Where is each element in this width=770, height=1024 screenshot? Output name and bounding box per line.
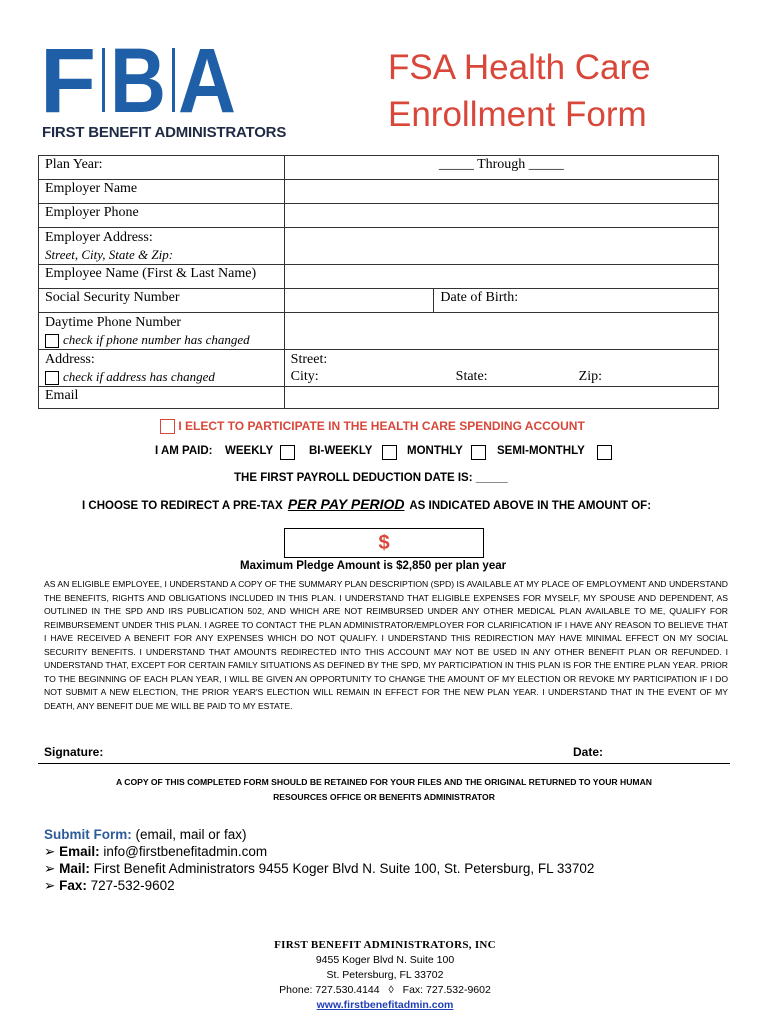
state-label: State:: [455, 369, 488, 385]
semimonthly-checkbox[interactable]: [597, 445, 612, 460]
enrollment-form-table: [38, 155, 719, 409]
redirect-pre: I CHOOSE TO REDIRECT A PRE-TAX: [82, 500, 283, 512]
employee-name-field[interactable]: [284, 265, 718, 289]
arrow-bullet-icon: ➢: [44, 844, 56, 859]
redirect-post: AS INDICATED ABOVE IN THE AMOUNT OF:: [409, 500, 652, 512]
address-title: Address:: [45, 352, 95, 368]
footer-contact: [0, 983, 770, 998]
weekly-label: WEEKLY: [225, 445, 274, 457]
logo-subtitle: FIRST BENEFIT ADMINISTRATORS: [42, 124, 287, 141]
semimonthly-label: SEMI-MONTHLY: [497, 445, 585, 457]
submit-heading: Submit Form:: [44, 827, 132, 842]
redirect-statement: [82, 496, 651, 512]
monthly-label: MONTHLY: [407, 445, 463, 457]
employer-address-field[interactable]: [284, 228, 718, 265]
diamond-icon: ◊: [388, 984, 394, 996]
employee-name-label: Employee Name (First & Last Name): [39, 265, 285, 289]
fba-logo: [40, 40, 240, 120]
dob-field[interactable]: Date of Birth:: [434, 289, 719, 313]
signature-line[interactable]: [38, 763, 730, 764]
retain-notice-line2: RESOURCES OFFICE OR BENEFITS ADMINISTRATOR: [273, 792, 495, 802]
submit-email-label: Email:: [59, 844, 100, 859]
max-pledge-note: Maximum Pledge Amount is $2,850 per plan year: [240, 560, 507, 572]
biweekly-label: BI-WEEKLY: [309, 445, 373, 457]
footer-phone: Phone: 727.530.4144: [279, 984, 380, 996]
retain-notice: [38, 775, 730, 805]
employer-phone-label: Employer Phone: [39, 204, 285, 228]
phone-changed-checkbox[interactable]: [45, 334, 59, 348]
employer-address-label: [39, 228, 285, 265]
biweekly-checkbox[interactable]: [382, 445, 397, 460]
footer-website-link[interactable]: www.firstbenefitadmin.com: [316, 999, 454, 1011]
ssn-field[interactable]: [284, 289, 434, 313]
logo-letter-a: A: [178, 40, 236, 120]
monthly-checkbox[interactable]: [471, 445, 486, 460]
elect-label: I ELECT TO PARTICIPATE IN THE HEALTH CARE SPENDING ACCOUNT: [178, 419, 585, 433]
submit-email-value[interactable]: info@firstbenefitadmin.com: [103, 844, 268, 859]
ssn-label: Social Security Number: [39, 289, 285, 313]
paid-label: I AM PAID:: [155, 445, 213, 457]
form-title-line2: Enrollment Form: [388, 95, 647, 134]
address-changed-label: check if address has changed: [63, 369, 215, 385]
daytime-phone-field[interactable]: [284, 313, 718, 350]
legal-terms: AS AN ELIGIBLE EMPLOYEE, I UNDERSTAND A COPY OF THE SUMMARY PLAN DESCRIPTION (SPD) IS AVAILABLE AT MY PLACE OF EMPLOYMENT AND UNDERSTAND THE BENEFITS, RIGHTS AND OBLIGATIONS INCLUDED IN THIS PLAN. I UNDERSTAND THAT ELIGIBLE EXPENSES FOR MYSELF, MY SPOUSE AND DEPENDENT, AS OUTLINED IN THE SPD AND IRS PUBLICATION 502, AND WHICH ARE NOT REIMBURSED UNDER ANY OTHER MEDICAL PLAN AVAILABLE TO ME, QUALIFY FOR REIMBURSEMENT UNDER THIS PLAN. I AGREE TO CONTACT THE PLAN ADMINISTRATOR/EMPLOYER FOR CLARIFICATION IF I HAVE ANY REASON TO BELIEVE THAT I HAVE RECEIVED A BENEFIT FOR ANY EXPENSES WHICH DO NOT QUALIFY. I UNDERSTAND THIS REDIRECTION MAY HAVE MINIMAL EFFECT ON MY SOCIAL SECURITY BENEFITS. I UNDERSTAND THAT AMOUNTS REDIRECTED INTO THIS ACCOUNT MAY NOT BE USED IN ANY OTHER BENEFIT PLAN OR REFUNDED. I UNDERSTAND THAT, EXCEPT FOR CERTAIN FAMILY SITUATIONS AS DEFINED BY THE SPD, MY PARTICIPATION IN THIS PLAN IS FOR THE ENTIRE PLAN YEAR. PRIOR TO THE BEGINNING OF EACH PLAN YEAR, I WILL BE GIVEN AN OPPORTUNITY TO CHANGE THE AMOUNT OF MY ELECTION OR REVOKE MY PARTICIPATION IF I DO NOT SUBMIT A NEW ELECTION, THE PRIOR YEAR'S ELECTION WILL REMAIN IN EFFECT FOR THE NEW PLAN YEAR. I UNDERSTAND THAT IN THE EVENT OF MY DEATH, ANY BENEFIT DUE ME WILL BE PAID TO MY ESTATE.: [44, 579, 728, 711]
arrow-bullet-icon: ➢: [44, 878, 56, 893]
daytime-phone-label: [39, 313, 285, 350]
submit-mail-label: Mail:: [59, 861, 90, 876]
street-label: Street:: [290, 352, 328, 368]
redirect-emphasis: PER PAY PERIOD: [287, 496, 405, 512]
amount-field[interactable]: $: [284, 528, 484, 558]
email-field[interactable]: [284, 387, 718, 409]
employer-phone-field[interactable]: [284, 204, 718, 228]
first-deduction-date: THE FIRST PAYROLL DEDUCTION DATE IS: _____: [234, 472, 508, 484]
daytime-phone-title: Daytime Phone Number: [45, 315, 182, 330]
employer-name-field[interactable]: [284, 180, 718, 204]
footer-address1: 9455 Koger Blvd N. Suite 100: [315, 954, 455, 966]
email-label: Email: [39, 387, 285, 409]
zip-label: Zip:: [578, 369, 603, 385]
submit-fax-value: 727-532-9602: [90, 878, 175, 893]
elect-checkbox[interactable]: [160, 419, 175, 434]
weekly-checkbox[interactable]: [280, 445, 295, 460]
plan-year-field[interactable]: _____ Through _____: [284, 156, 718, 180]
retain-notice-line1: A COPY OF THIS COMPLETED FORM SHOULD BE RETAINED FOR YOUR FILES AND THE ORIGINAL RETURNED TO YOUR HUMAN: [115, 777, 653, 787]
arrow-bullet-icon: ➢: [44, 861, 56, 876]
footer-address2: St. Petersburg, FL 33702: [326, 969, 444, 981]
address-field[interactable]: [284, 350, 718, 387]
employer-name-label: Employer Name: [39, 180, 285, 204]
plan-year-label: Plan Year:: [39, 156, 285, 180]
employer-address-hint: Street, City, State & Zip:: [45, 247, 174, 262]
submit-methods: (email, mail or fax): [135, 827, 247, 842]
signature-label: Signature:: [44, 745, 104, 759]
submit-mail-value: First Benefit Administrators 9455 Koger Blvd N. Suite 100, St. Petersburg, FL 33702: [93, 861, 595, 876]
employer-address-title: Employer Address:: [45, 230, 153, 245]
city-label: City:: [290, 369, 319, 385]
footer-company: FIRST BENEFIT ADMINISTRATORS, INC: [274, 939, 496, 951]
submit-instructions: [44, 826, 594, 894]
pay-frequency-row: [155, 445, 625, 463]
address-changed-checkbox[interactable]: [45, 371, 59, 385]
logo-letter-b: B: [110, 40, 166, 120]
submit-fax-label: Fax:: [59, 878, 87, 893]
elect-row: [160, 419, 585, 434]
logo-letter-f: F: [40, 40, 96, 120]
address-label: [39, 350, 285, 387]
form-title-line1: FSA Health Care: [388, 48, 651, 87]
date-label: Date:: [573, 745, 604, 759]
footer-fax: Fax: 727.532-9602: [402, 984, 491, 996]
phone-changed-label: check if phone number has changed: [63, 332, 250, 347]
